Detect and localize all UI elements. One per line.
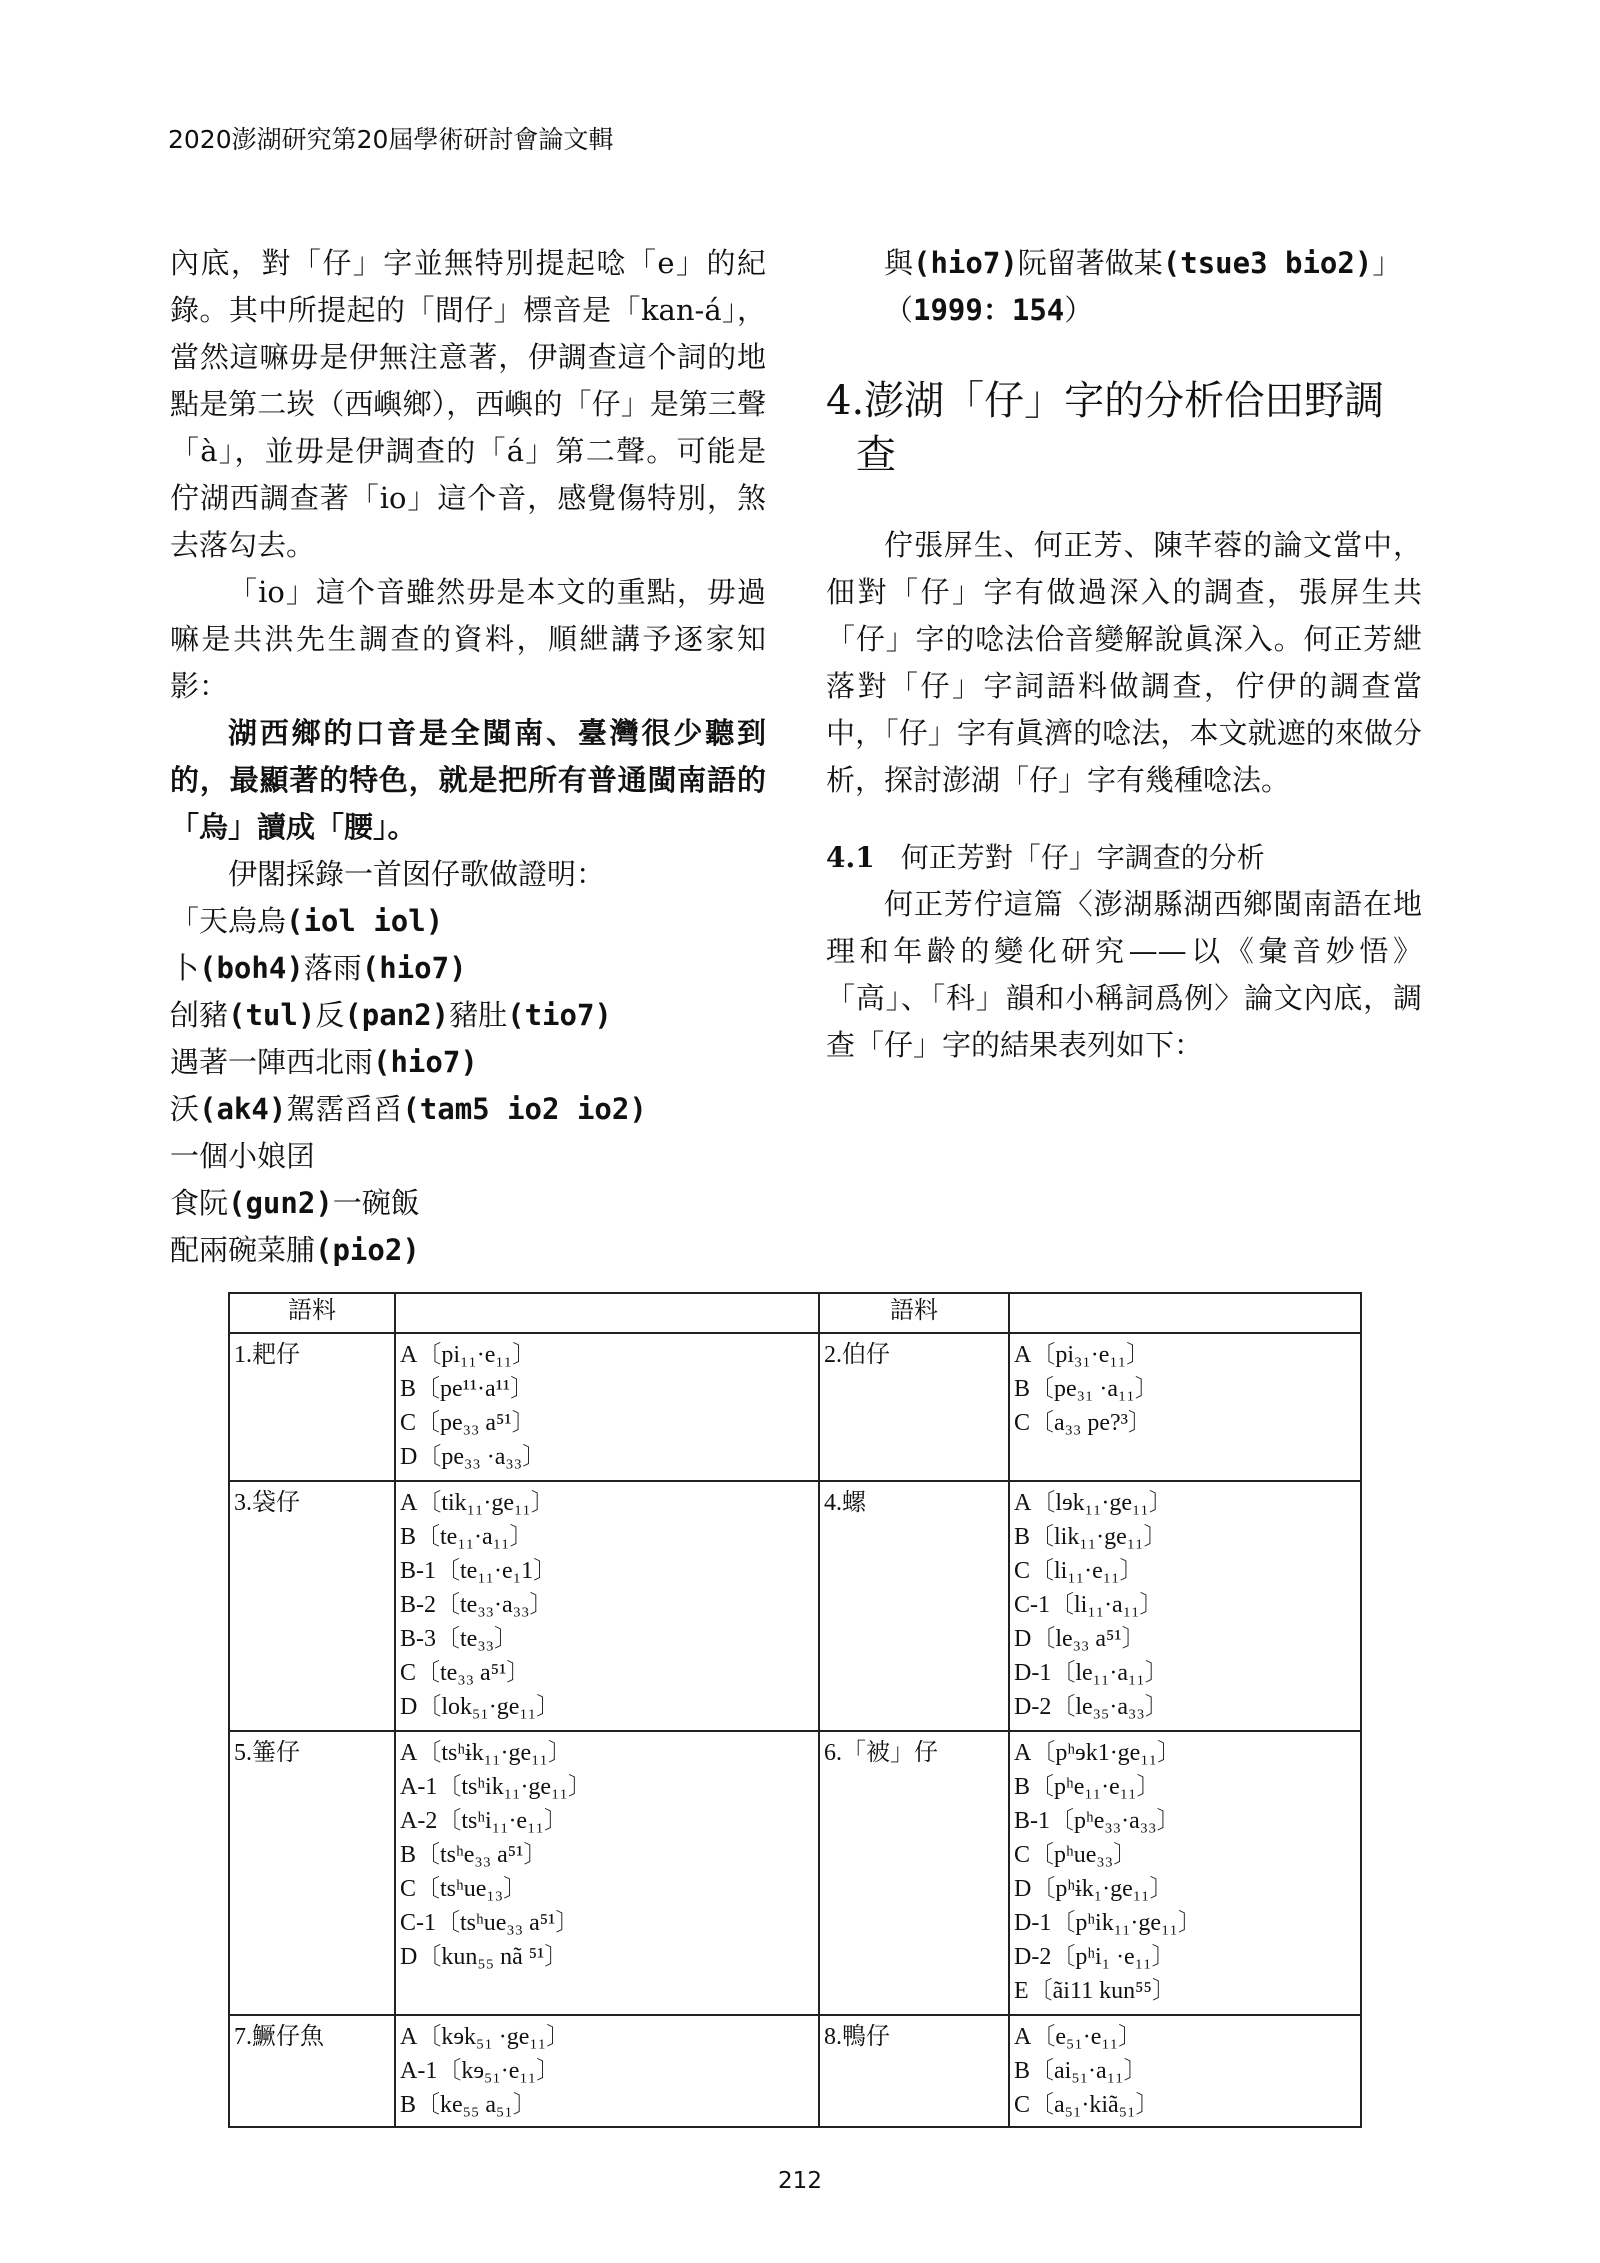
word-cell: 1.耙仔 [229, 1333, 395, 1481]
song-line [170, 1086, 766, 1133]
pronunciation-form: B〔te₁₁·a₁₁〕 [400, 1524, 534, 1550]
pronunciation-form: A〔lɘk₁₁·ge₁₁〕 [1014, 1490, 1173, 1516]
romanization: (pio2) [315, 1233, 420, 1267]
paragraph: 內底，對「仔」字並無特別提起唸「e」的紀錄。其中所提起的「間仔」標音是「kan-á」，當然這嘛毋是伊無注意著，伊調查這个詞的地點是第二崁（西嶼鄉），西嶼的「仔」是第三聲「à」，並毋是伊調查的「á」第二聲。可能是佇湖西調查著「io」這个音，感覺傷特別，煞去落勾去。 [170, 246, 766, 562]
romanization: (pan2) [344, 998, 450, 1032]
pronunciation-cell [1009, 1731, 1361, 2015]
word-cell: 7.鱖仔魚 [229, 2015, 395, 2127]
pronunciation-form: B-1〔pʰe₃₃·a₃₃〕 [1014, 1808, 1181, 1834]
pronunciation-cell [395, 2015, 819, 2127]
pronunciation-form: B〔lik₁₁·ge₁₁〕 [1014, 1524, 1168, 1550]
table-row [229, 1731, 1361, 2015]
pronunciation-form: C〔te₃₃ a⁵¹〕 [400, 1660, 531, 1686]
song-text: 刣豬 [170, 998, 229, 1032]
subsection-paragraph: 何正芳佇這篇〈澎湖縣湖西鄉閩南語在地理和年齡的變化研究——以《彙音妙悟》「高」、「科」韻和小稱詞爲例〉論文內底，調查「仔」字的結果表列如下： [826, 887, 1422, 1062]
song-text: 配兩碗菜脯 [170, 1233, 316, 1267]
pronunciation-cell [1009, 1333, 1361, 1481]
song-text: 與 [884, 246, 914, 280]
song-text: 落雨 [303, 951, 362, 985]
pronunciation-cell [395, 1333, 819, 1481]
table-row [229, 2015, 1361, 2127]
song-text: 一個小娘囝 [170, 1139, 316, 1173]
pronunciation-form: C〔tsʰue₁₃〕 [400, 1876, 528, 1902]
romanization: (tul) [228, 998, 316, 1032]
romanization: (tio7) [507, 998, 612, 1032]
pronunciation-form: C〔a₅₁·kiã₅₁〕 [1014, 2092, 1160, 2118]
song-text: 反 [315, 998, 345, 1032]
pronunciation-form: D-2〔le₃₅·a₃₃〕 [1014, 1694, 1169, 1720]
song-line [170, 992, 766, 1039]
romanization: (hio7) [361, 951, 467, 985]
pronunciation-form: C〔pe₃₃ a⁵¹〕 [400, 1410, 536, 1436]
romanization: (gun2) [228, 1186, 333, 1220]
song-text: 阮留著做某 [1017, 246, 1163, 280]
pronunciation-form: C〔li₁₁·e₁₁〕 [1014, 1558, 1144, 1584]
song-line [170, 1180, 766, 1227]
song-text: 沃 [170, 1092, 200, 1126]
pronunciation-form: A〔tsʰɨk₁₁·ge₁₁〕 [400, 1740, 572, 1766]
results-table [228, 1292, 1362, 2128]
header-cell-empty [1009, 1293, 1361, 1333]
pronunciation-form: D〔kun₅₅ nã ⁵¹〕 [400, 1944, 569, 1970]
pronunciation-form: A〔kɘk₅₁ ·ge₁₁〕 [400, 2024, 571, 2050]
song-line [170, 1039, 766, 1086]
page-number: 212 [778, 2168, 822, 2194]
song-text: （ [884, 293, 914, 327]
pronunciation-cell [1009, 2015, 1361, 2127]
romanization: (hio7) [373, 1045, 478, 1079]
pronunciation-form: B-3〔te₃₃〕 [400, 1626, 519, 1652]
romanization: (iol iol) [286, 904, 444, 938]
pronunciation-form: A〔tik₁₁·ge₁₁〕 [400, 1490, 555, 1516]
pronunciation-cell [395, 1731, 819, 2015]
song-line [170, 898, 766, 945]
song-text: 「天烏烏 [170, 904, 287, 938]
pronunciation-form: A-2〔tsʰi₁₁·e₁₁〕 [400, 1808, 568, 1834]
song-text: 駕霑舀舀 [286, 1092, 403, 1126]
pronunciation-form: C〔a₃₃ pe?³〕 [1014, 1410, 1152, 1436]
pronunciation-form: A-1〔kɘ₅₁·e₁₁〕 [400, 2058, 561, 2084]
song-line [170, 1227, 766, 1274]
pronunciation-cell [1009, 1481, 1361, 1731]
section-heading-line2: 查 [856, 432, 896, 478]
quote-paragraph: 湖西鄉的口音是全閩南、臺灣很少聽到的，最顯著的特色，就是把所有普通閩南語的「烏」讀成「腰」。 [170, 716, 766, 844]
song-text: 豬肚 [449, 998, 508, 1032]
pronunciation-form: B〔pe¹¹·a¹¹〕 [400, 1376, 535, 1402]
pronunciation-form: D〔pʰɨk₁·ge₁₁〕 [1014, 1876, 1174, 1902]
children-song [112, 898, 766, 1274]
romanization: 1999：154 [913, 293, 1065, 327]
pronunciation-form: A〔pi₁₁·e₁₁〕 [400, 1342, 537, 1368]
pronunciation-form: B-1〔te₁₁·e₁1〕 [400, 1558, 558, 1584]
pronunciation-form: D〔le₃₃ a⁵¹〕 [1014, 1626, 1146, 1652]
header-cell-empty [395, 1293, 819, 1333]
song-line [170, 945, 766, 992]
romanization: (ak4) [199, 1092, 287, 1126]
romanization: (hio7) [913, 246, 1018, 280]
page-body [170, 240, 1422, 2128]
pronunciation-form: B〔pʰe₁₁·e₁₁〕 [1014, 1774, 1161, 1800]
song-text: 」 [1372, 246, 1402, 280]
romanization: (boh4) [199, 951, 304, 985]
word-cell: 3.袋仔 [229, 1481, 395, 1731]
left-column [170, 240, 766, 1274]
pronunciation-form: C-1〔li₁₁·a₁₁〕 [1014, 1592, 1164, 1618]
song-text: 一碗飯 [332, 1186, 420, 1220]
section-heading-line1: 4.澎湖「仔」字的分析佮田野調 [826, 378, 1385, 424]
song-text: ） [1064, 293, 1094, 327]
subsection-number: 4.1 [826, 841, 875, 874]
pronunciation-form: C〔pʰue₃₃〕 [1014, 1842, 1138, 1868]
romanization: (tsue3 bio2) [1162, 246, 1373, 280]
paragraph: 「io」這个音雖然毋是本文的重點，毋過嘛是共洪先生調查的資料，順紲講予逐家知影： [170, 575, 766, 703]
children-song-continued [826, 240, 1422, 334]
pronunciation-form: B〔ai₅₁·a₁₁〕 [1014, 2058, 1148, 2084]
song-text: 遇著一陣西北雨 [170, 1045, 374, 1079]
pronunciation-form: C-1〔tsʰue₃₃ a⁵¹〕 [400, 1910, 580, 1936]
song-text: 食阮 [170, 1186, 229, 1220]
subsection-heading [826, 834, 1422, 881]
table-header-row [229, 1293, 1361, 1333]
pronunciation-form: B〔tsʰe₃₃ a⁵¹〕 [400, 1842, 548, 1868]
pronunciation-form: B-2〔te₃₃·a₃₃〕 [400, 1592, 554, 1618]
pronunciation-form: D-1〔le₁₁·a₁₁〕 [1014, 1660, 1169, 1686]
table-row [229, 1333, 1361, 1481]
pronunciation-form: D-2〔pʰi₁ ·e₁₁〕 [1014, 1944, 1176, 1970]
pronunciation-form: D〔lok₅₁·ge₁₁〕 [400, 1694, 561, 1720]
pronunciation-form: B〔ke₅₅ a₅₁〕 [400, 2092, 537, 2118]
pronunciation-form: A〔e₅₁·e₁₁〕 [1014, 2024, 1143, 2050]
pronunciation-cell [395, 1481, 819, 1731]
song-text: 卜 [170, 951, 200, 985]
word-cell: 5.箠仔 [229, 1731, 395, 2015]
song-line [170, 1133, 766, 1180]
table-row [229, 1481, 1361, 1731]
word-cell: 2.伯仔 [819, 1333, 1009, 1481]
song-line [884, 240, 1422, 287]
word-cell: 8.鴨仔 [819, 2015, 1009, 2127]
two-column-text [170, 240, 1422, 1274]
pronunciation-form: D〔pe₃₃ ·a₃₃〕 [400, 1444, 547, 1470]
section-paragraph: 佇張屏生、何正芳、陳芊蓉的論文當中，佃對「仔」字有做過深入的調查，張屏生共「仔」字的唸法佮音變解說眞深入。何正芳紲落對「仔」字詞語料做調查，佇伊的調查當中，「仔」字有眞濟的唸法，本文就遮的來做分析，探討澎湖「仔」字有幾種唸法。 [826, 528, 1422, 797]
right-column [826, 240, 1422, 1069]
pronunciation-form: B〔pe₃₁ ·a₁₁〕 [1014, 1376, 1159, 1402]
romanization: (tam5 io2 io2) [402, 1092, 647, 1126]
song-line [884, 287, 1422, 334]
pronunciation-form: A-1〔tsʰik₁₁·ge₁₁〕 [400, 1774, 592, 1800]
header-cell: 語料 [819, 1293, 1009, 1333]
pronunciation-form: A〔pʰɘk1·ge₁₁〕 [1014, 1740, 1182, 1766]
header-cell: 語料 [229, 1293, 395, 1333]
pronunciation-form: E〔ãi11 kun⁵⁵〕 [1014, 1978, 1176, 2004]
section-heading [826, 374, 1422, 482]
running-header: 2020澎湖研究第20屆學術研討會論文輯 [168, 125, 614, 154]
pronunciation-form: D-1〔pʰik₁₁·ge₁₁〕 [1014, 1910, 1202, 1936]
subsection-title: 何正芳對「仔」字調查的分析 [900, 841, 1265, 874]
word-cell: 4.螺 [819, 1481, 1009, 1731]
paragraph: 伊閣採錄一首囡仔歌做證明： [228, 857, 606, 891]
pronunciation-form: A〔pi₃₁·e₁₁〕 [1014, 1342, 1151, 1368]
word-cell: 6.「被」仔 [819, 1731, 1009, 2015]
